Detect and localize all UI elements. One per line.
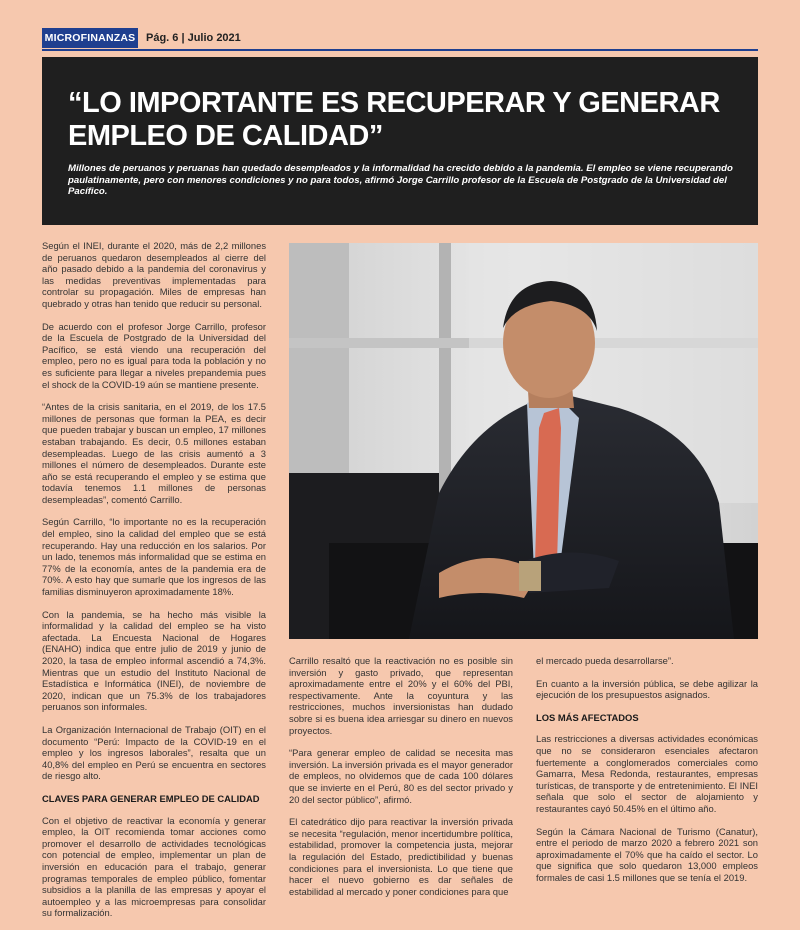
paragraph: “Para generar empleo de calidad se necesita mas inversión. La inversión privada es el mayor generador de empleos, no olvidemos que de cada 100 dólares que se invierte en el Perú, 80 es del sector privado y 20 del sector público”, afirmó.	[289, 747, 513, 805]
paragraph: “Antes de la crisis sanitaria, en el 2019, de los 17.5 millones de personas que forman la PEA, es decir que pueden trabajar y buscan un empleo, 17 millones estaban trabajando. Es decir, 0.5 millones estaban desempleadas. Luego de las crisis aumentó a 3 millones el número de desempleados. Durante este año se está recuperando el empleo y se estima que todavía tenemos 1.1 millones de personas desempleadas”, comentó Carrillo.	[42, 401, 266, 505]
article-title: “LO IMPORTANTE ES RECUPERAR Y GENERAR EMPLEO DE CALIDAD”	[68, 87, 720, 152]
header-rule	[42, 49, 758, 51]
paragraph: el mercado pueda desarrollarse”.	[536, 655, 674, 666]
paragraph: El catedrático dijo para reactivar la inversión privada se necesita “regulación, menor incertidumbre política, estabilidad, promover la competencia justa, mejorar la regulación del Estado, predictibilidad y buenas condiciones para el inversionista. Lo que tiene que hacer el nuevo gobierno es dar señales de estabilidad al mercado y poner condiciones para que	[289, 816, 513, 897]
paragraph: Según Carrillo, “lo importante no es la recuperación del empleo, sino la calidad del empleo que se está recuperando. Hay una reducción en los salarios. Por un lado, tenemos más informalidad que se estima en 77% de la economía, antes de la pandemia era de 70%. A esto hay que sumarle que los ingresos de las familias disminuyeron aproximadamente 18%.	[42, 516, 266, 598]
brand-label: MICROFINANZAS	[42, 28, 138, 48]
title-banner	[42, 57, 758, 225]
paragraph: La Organización Internacional de Trabajo (OIT) en el documento “Perú: Impacto de la COVID-19 en el empleo y los ingresos laborales”, resalta que un 40,8% del empleo en Perú se encuentra en sectores de riesgo alto.	[42, 723, 266, 782]
paragraph: De acuerdo con el profesor Jorge Carrillo, profesor de la Escuela de Postgrado de la Universidad del Pacífico, se está viendo una recuperación del empleo, pero no es igual para toda la población y no es suficiente para llegar a niveles prepandemia pues el shock de la COVID-19 aún se mantiene presente.	[42, 320, 266, 390]
portrait-photo	[289, 243, 758, 639]
page-header	[42, 28, 758, 48]
article-column-3	[536, 655, 758, 895]
portrait-illustration	[289, 243, 758, 639]
paragraph: Con la pandemia, se ha hecho más visible la informalidad y la calidad del empleo se ha visto afectada. La Encuesta Nacional de Hogares (ENAHO) indica que entre julio de 2019 y junio de 2020, la tasa de empleo informal ascendió a 74,3%. Mientras que un estudio del Instituto Nacional de Estadística e Informática (INEI), de noviembre de 2020, indican que un 75.3% de los trabajadores peruanos son informales.	[42, 608, 266, 713]
page-info: Pág. 6 | Julio 2021	[146, 32, 241, 44]
article-subtitle: Millones de peruanos y peruanas han quedado desempleados y la informalidad ha crecido debido a la pandemia. El empleo se viene recuperando paulatinamente, pero con menores condiciones y no para todos, afirmó Jorge Carrillo profesor de la Escuela de Postgrado de la Universidad del Pacífico.	[68, 163, 733, 197]
section-heading: LOS MÁS AFECTADOS	[536, 711, 639, 723]
article-column-2	[289, 655, 513, 908]
article-column-1	[42, 240, 266, 930]
section-heading: CLAVES PARA GENERAR EMPLEO DE CALIDAD	[42, 792, 260, 804]
paragraph: Carrillo resaltó que la reactivación no es posible sin inversión y gasto privado, que representan aproximadamente entre el 20% y el 60% del PBI, respectivamente. Ante la coyuntura y las restricciones, muchos inversionistas han dudado sobre si es buena idea arriesgar su dinero en nuevos proyectos.	[289, 655, 513, 736]
paragraph: En cuanto a la inversión pública, se debe agilizar la ejecución de los presupuestos asignados.	[536, 677, 758, 701]
paragraph: Con el objetivo de reactivar la economía y generar empleo, la OIT recomienda tomar acciones como promover el desarrollo de actividades tecnológicas con potencial de empleo, implementar un plan de inversión en educación para el trabajo, generar programas temporales de empleo público, fomentar subsidios a la planilla de las empresas y apoyar el autoempleo y a las microempresas para consolidar su formalización.	[42, 814, 266, 919]
paragraph: Según el INEI, durante el 2020, más de 2,2 millones de peruanos quedaron desempleados al cierre del año pasado debido a la pandemia del coronavirus y las medidas preventivas implementadas para controlar su propagación. Miles de empresas han quebrado y otras han tenido que reducir su personal.	[42, 240, 266, 309]
paragraph: Las restricciones a diversas actividades económicas que no se consideraron esenciales afectaron fuertemente a conglomerados comerciales como Gamarra, Mesa Redonda, restaurantes, empresas turísticas, de transporte y de entretenimiento. El INEI señala que solo el sector de alojamiento y restaurantes cayó 50.45% en el último año.	[536, 733, 758, 814]
paragraph: Según la Cámara Nacional de Turismo (Canatur), entre el periodo de marzo 2020 a febrero 2021 son aproximadamente el 70% que ha caído el sector. Lo que significa que solo quedaron 13,000 empleos formales de casi 1.5 millones que se tenía el 2019.	[536, 825, 758, 883]
